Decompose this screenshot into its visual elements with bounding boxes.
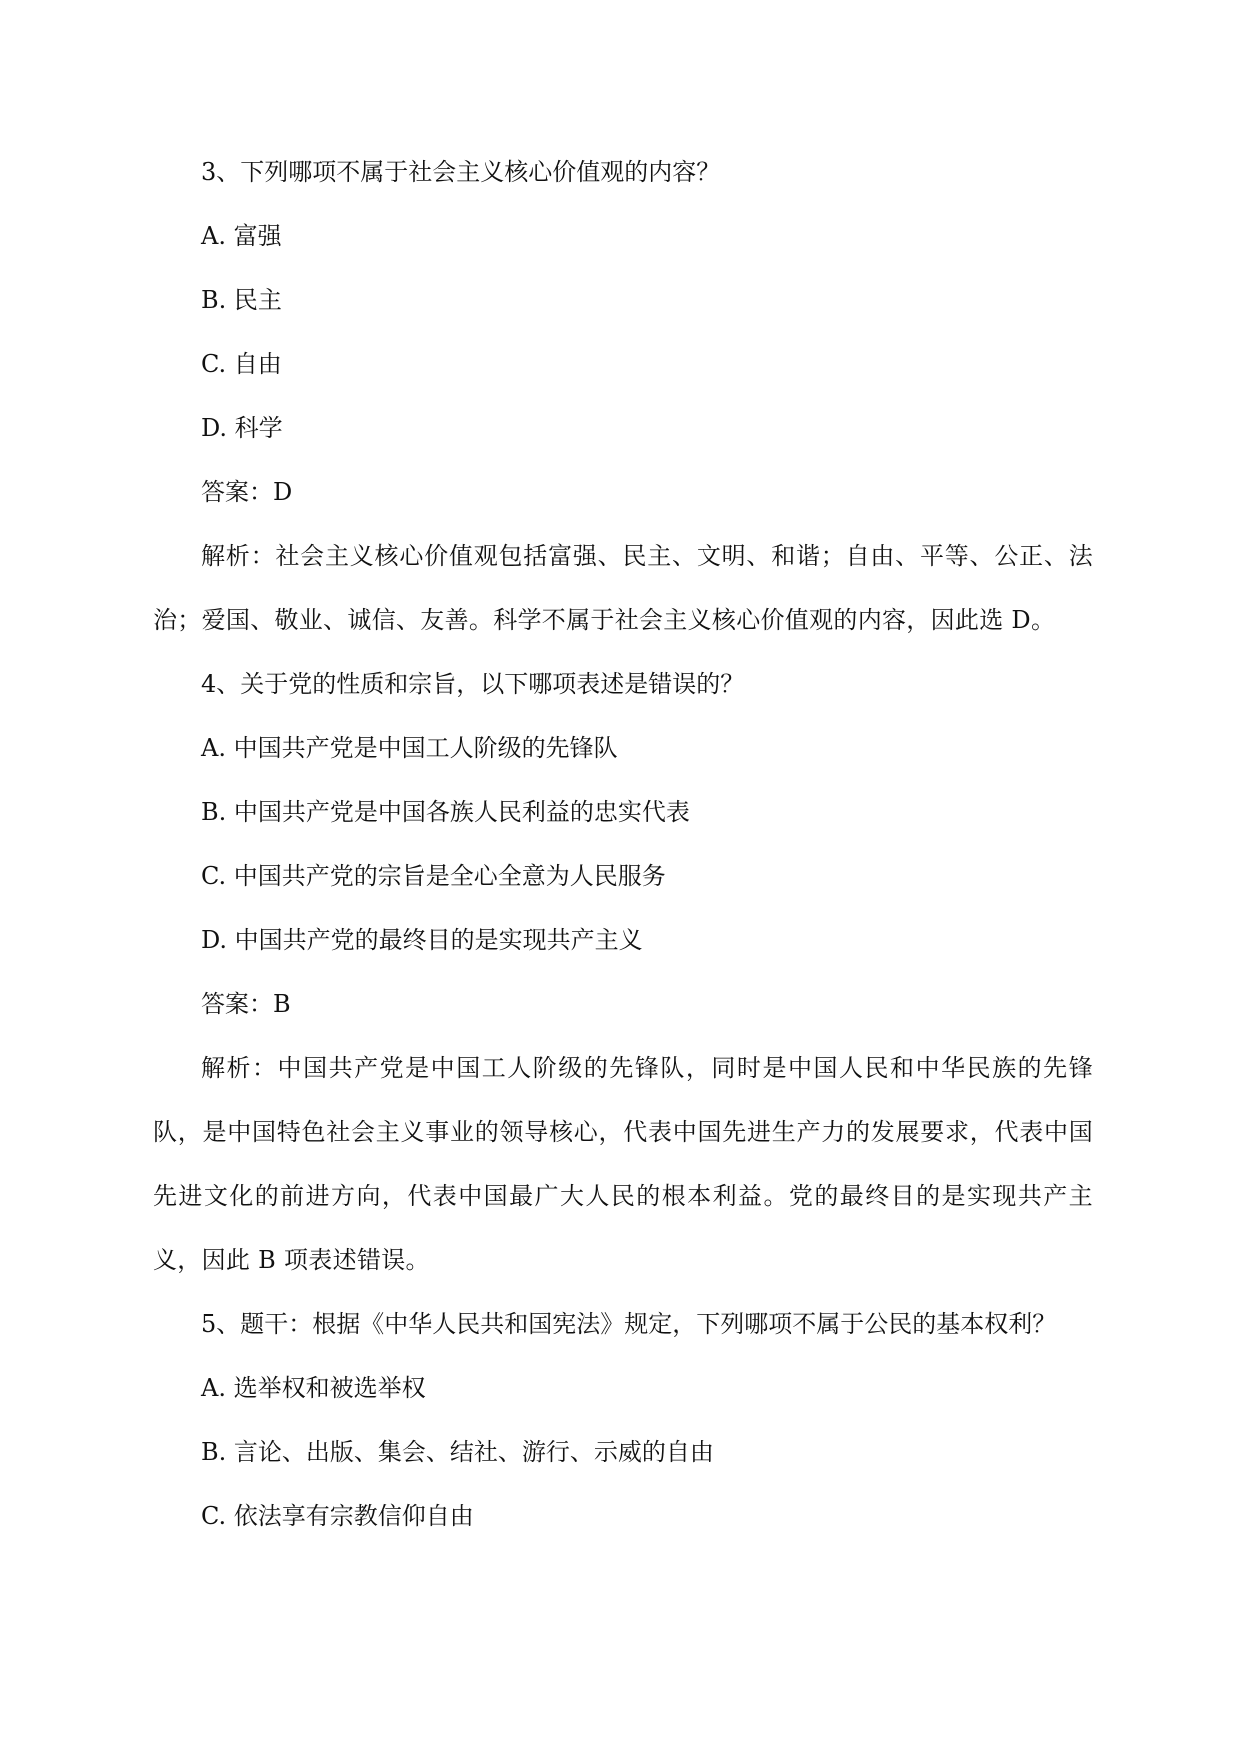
question-3-stem: 3、下列哪项不属于社会主义核心价值观的内容？ (201, 158, 721, 186)
question-4-stem: 4、关于党的性质和宗旨，以下哪项表述是错误的？ (201, 670, 745, 698)
document-body (153, 140, 1093, 1548)
question-5-option-c: C. 依法享有宗教信仰自由 (201, 1502, 474, 1530)
question-3-answer: 答案：D (201, 478, 293, 506)
question-5-option-b: B. 言论、出版、集会、结社、游行、示威的自由 (201, 1438, 714, 1466)
question-4-option-d: D. 中国共产党的最终目的是实现共产主义 (201, 926, 643, 954)
question-4-answer: 答案：B (201, 990, 291, 1018)
question-4-option-c: C. 中国共产党的宗旨是全心全意为人民服务 (201, 862, 666, 890)
question-4-option-b: B. 中国共产党是中国各族人民利益的忠实代表 (201, 798, 690, 826)
question-3-option-b: B. 民主 (201, 286, 282, 314)
question-5-option-a: A. 选举权和被选举权 (201, 1374, 426, 1402)
question-5-stem: 5、题干：根据《中华人民共和国宪法》规定，下列哪项不属于公民的基本权利？ (201, 1310, 1057, 1338)
question-4-analysis: 解析：中国共产党是中国工人阶级的先锋队，同时是中国人民和中华民族的先锋队，是中国特色社会主义事业的领导核心，代表中国先进生产力的发展要求，代表中国先进文化的前进方向，代表中国最广大人民的根本利益。党的最终目的是实现共产主义，因此 B 项表述错误。 (153, 1054, 1093, 1274)
question-3-analysis: 解析：社会主义核心价值观包括富强、民主、文明、和谐；自由、平等、公正、法治；爱国、敬业、诚信、友善。科学不属于社会主义核心价值观的内容，因此选 D。 (153, 542, 1093, 634)
question-4-option-a: A. 中国共产党是中国工人阶级的先锋队 (201, 734, 618, 762)
question-3-option-d: D. 科学 (201, 414, 283, 442)
question-3-option-c: C. 自由 (201, 350, 282, 378)
question-3-option-a: A. 富强 (201, 222, 282, 250)
